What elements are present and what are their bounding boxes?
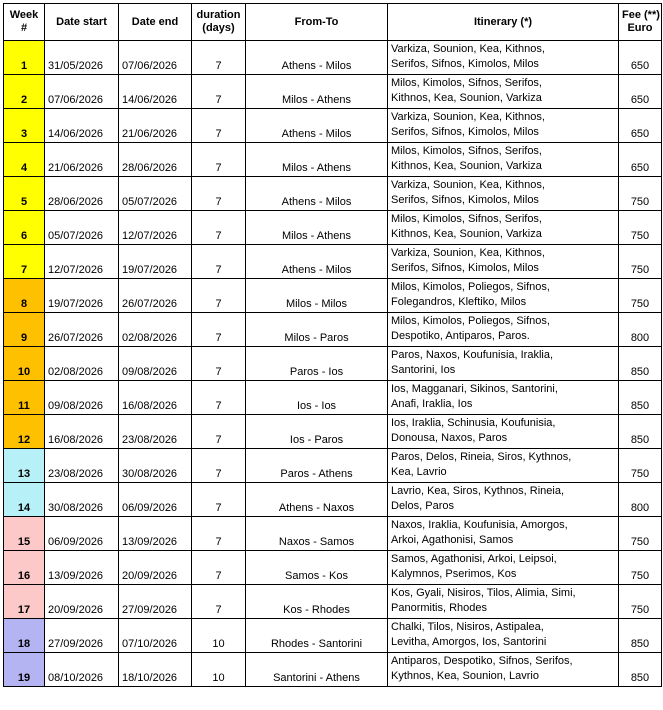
itinerary-cell — [388, 75, 619, 109]
table-row — [4, 483, 662, 517]
fee-cell: 750 — [619, 585, 662, 619]
week-number-cell: 12 — [4, 415, 45, 449]
itinerary-line: Ios, Magganari, Sikinos, Santorini, — [391, 383, 558, 395]
duration-cell: 7 — [192, 279, 246, 313]
from-to-cell: Athens - Milos — [246, 177, 388, 211]
date-start-cell: 08/10/2026 — [45, 653, 119, 687]
itinerary-line: Milos, Kimolos, Poliegos, Sifnos, — [391, 281, 550, 293]
table-row — [4, 143, 662, 177]
date-end-cell: 07/10/2026 — [119, 619, 192, 653]
duration-cell: 7 — [192, 313, 246, 347]
from-to-cell: Ios - Paros — [246, 415, 388, 449]
date-end-cell: 27/09/2026 — [119, 585, 192, 619]
itinerary-line: Antiparos, Despotiko, Sifnos, Serifos, — [391, 655, 573, 667]
date-end-cell: 19/07/2026 — [119, 245, 192, 279]
fee-cell: 750 — [619, 449, 662, 483]
from-to-cell: Athens - Milos — [246, 245, 388, 279]
from-to-cell: Ios - Ios — [246, 381, 388, 415]
itinerary-line: Folegandros, Kleftiko, Milos — [391, 296, 527, 308]
from-to-cell: Paros - Athens — [246, 449, 388, 483]
itinerary-cell — [388, 245, 619, 279]
duration-cell: 7 — [192, 551, 246, 585]
itinerary-line: Milos, Kimolos, Sifnos, Serifos, — [391, 213, 542, 225]
week-number-cell: 4 — [4, 143, 45, 177]
date-start-cell: 30/08/2026 — [45, 483, 119, 517]
date-end-cell: 13/09/2026 — [119, 517, 192, 551]
table-row — [4, 109, 662, 143]
fee-cell: 850 — [619, 347, 662, 381]
itinerary-cell — [388, 483, 619, 517]
itinerary-line: Serifos, Sifnos, Kimolos, Milos — [391, 194, 539, 206]
itinerary-line: Delos, Paros — [391, 500, 454, 512]
week-number-cell: 17 — [4, 585, 45, 619]
date-end-cell: 05/07/2026 — [119, 177, 192, 211]
week-number-cell: 2 — [4, 75, 45, 109]
itinerary-line: Varkiza, Sounion, Kea, Kithnos, — [391, 247, 545, 259]
date-end-cell: 06/09/2026 — [119, 483, 192, 517]
itinerary-line: Santorini, Ios — [391, 364, 456, 376]
date-end-cell: 12/07/2026 — [119, 211, 192, 245]
table-row — [4, 41, 662, 75]
date-end-cell: 30/08/2026 — [119, 449, 192, 483]
itinerary-line: Varkiza, Sounion, Kea, Kithnos, — [391, 43, 545, 55]
date-start-cell: 23/08/2026 — [45, 449, 119, 483]
itinerary-line: Serifos, Sifnos, Kimolos, Milos — [391, 126, 539, 138]
itinerary-line: Paros, Naxos, Koufunisia, Iraklia, — [391, 349, 554, 361]
table-row — [4, 517, 662, 551]
itinerary-line: Arkoi, Agathonisi, Samos — [391, 534, 514, 546]
itinerary-line: Chalki, Tilos, Nisiros, Astipalea, — [391, 621, 544, 633]
duration-cell: 7 — [192, 585, 246, 619]
date-start-cell: 14/06/2026 — [45, 109, 119, 143]
date-start-cell: 02/08/2026 — [45, 347, 119, 381]
from-to-cell: Milos - Athens — [246, 143, 388, 177]
header-date-end: Date end — [119, 4, 192, 41]
itinerary-line: Lavrio, Kea, Siros, Kythnos, Rineia, — [391, 485, 565, 497]
fee-cell: 650 — [619, 41, 662, 75]
header-itinerary: Itinerary (*) — [388, 4, 619, 41]
header-row — [4, 4, 662, 41]
header-duration — [192, 4, 246, 41]
week-number-cell: 7 — [4, 245, 45, 279]
date-end-cell: 28/06/2026 — [119, 143, 192, 177]
header-fee — [619, 4, 662, 41]
itinerary-line: Kea, Lavrio — [391, 466, 447, 478]
date-end-cell: 23/08/2026 — [119, 415, 192, 449]
itinerary-line: Milos, Kimolos, Sifnos, Serifos, — [391, 77, 542, 89]
duration-cell: 7 — [192, 449, 246, 483]
itinerary-cell — [388, 279, 619, 313]
table-row — [4, 313, 662, 347]
table-row — [4, 211, 662, 245]
from-to-cell: Rhodes - Santorini — [246, 619, 388, 653]
date-start-cell: 13/09/2026 — [45, 551, 119, 585]
itinerary-cell — [388, 313, 619, 347]
table-row — [4, 75, 662, 109]
duration-cell: 7 — [192, 381, 246, 415]
itinerary-line: Anafi, Iraklia, Ios — [391, 398, 473, 410]
table-row — [4, 347, 662, 381]
itinerary-line: Kos, Gyali, Nisiros, Tilos, Alimia, Simi, — [391, 587, 576, 599]
duration-cell: 7 — [192, 211, 246, 245]
duration-cell: 7 — [192, 415, 246, 449]
fee-cell: 650 — [619, 75, 662, 109]
date-start-cell: 09/08/2026 — [45, 381, 119, 415]
week-number-cell: 1 — [4, 41, 45, 75]
itinerary-cell — [388, 415, 619, 449]
itinerary-cell — [388, 585, 619, 619]
fee-cell: 850 — [619, 381, 662, 415]
header-duration-line1: duration — [196, 9, 241, 21]
date-start-cell: 12/07/2026 — [45, 245, 119, 279]
schedule-table — [3, 3, 662, 687]
from-to-cell: Santorini - Athens — [246, 653, 388, 687]
date-end-cell: 18/10/2026 — [119, 653, 192, 687]
from-to-cell: Milos - Paros — [246, 313, 388, 347]
itinerary-line: Kithnos, Kea, Sounion, Varkiza — [391, 92, 542, 104]
date-start-cell: 16/08/2026 — [45, 415, 119, 449]
fee-cell: 750 — [619, 551, 662, 585]
duration-cell: 10 — [192, 653, 246, 687]
itinerary-cell — [388, 551, 619, 585]
from-to-cell: Athens - Naxos — [246, 483, 388, 517]
table-row — [4, 381, 662, 415]
from-to-cell: Athens - Milos — [246, 41, 388, 75]
table-row — [4, 653, 662, 687]
itinerary-line: Kithnos, Kea, Sounion, Varkiza — [391, 160, 542, 172]
week-number-cell: 19 — [4, 653, 45, 687]
week-number-cell: 9 — [4, 313, 45, 347]
table-row — [4, 619, 662, 653]
itinerary-line: Naxos, Iraklia, Koufunisia, Amorgos, — [391, 519, 568, 531]
header-week — [4, 4, 45, 41]
fee-cell: 750 — [619, 211, 662, 245]
itinerary-line: Varkiza, Sounion, Kea, Kithnos, — [391, 179, 545, 191]
duration-cell: 7 — [192, 75, 246, 109]
fee-cell: 800 — [619, 313, 662, 347]
fee-cell: 850 — [619, 415, 662, 449]
table-row — [4, 551, 662, 585]
itinerary-cell — [388, 177, 619, 211]
fee-cell: 800 — [619, 483, 662, 517]
date-start-cell: 20/09/2026 — [45, 585, 119, 619]
from-to-cell: Milos - Athens — [246, 211, 388, 245]
table-row — [4, 245, 662, 279]
header-fee-line2: Euro — [627, 22, 653, 34]
itinerary-line: Kithnos, Kea, Sounion, Varkiza — [391, 228, 542, 240]
date-start-cell: 05/07/2026 — [45, 211, 119, 245]
date-start-cell: 07/06/2026 — [45, 75, 119, 109]
table-row — [4, 585, 662, 619]
date-start-cell: 21/06/2026 — [45, 143, 119, 177]
table-row — [4, 177, 662, 211]
header-week-line1: Week — [9, 9, 39, 21]
week-number-cell: 8 — [4, 279, 45, 313]
fee-cell: 650 — [619, 143, 662, 177]
fee-cell: 750 — [619, 245, 662, 279]
schedule-body — [4, 41, 662, 687]
date-start-cell: 28/06/2026 — [45, 177, 119, 211]
week-number-cell: 14 — [4, 483, 45, 517]
date-start-cell: 27/09/2026 — [45, 619, 119, 653]
week-number-cell: 13 — [4, 449, 45, 483]
duration-cell: 7 — [192, 143, 246, 177]
date-start-cell: 31/05/2026 — [45, 41, 119, 75]
week-number-cell: 10 — [4, 347, 45, 381]
itinerary-cell — [388, 381, 619, 415]
itinerary-cell — [388, 41, 619, 75]
header-date-start: Date start — [45, 4, 119, 41]
date-end-cell: 21/06/2026 — [119, 109, 192, 143]
duration-cell: 7 — [192, 347, 246, 381]
fee-cell: 750 — [619, 517, 662, 551]
fee-cell: 650 — [619, 109, 662, 143]
date-end-cell: 09/08/2026 — [119, 347, 192, 381]
itinerary-line: Serifos, Sifnos, Kimolos, Milos — [391, 262, 539, 274]
date-start-cell: 26/07/2026 — [45, 313, 119, 347]
itinerary-cell — [388, 143, 619, 177]
header-week-line2: # — [20, 22, 28, 34]
duration-cell: 7 — [192, 41, 246, 75]
table-row — [4, 449, 662, 483]
itinerary-cell — [388, 653, 619, 687]
header-fee-line1: Fee (**) — [622, 9, 660, 21]
date-end-cell: 02/08/2026 — [119, 313, 192, 347]
itinerary-line: Ios, Iraklia, Schinusia, Koufunisia, — [391, 417, 556, 429]
duration-cell: 7 — [192, 177, 246, 211]
date-end-cell: 26/07/2026 — [119, 279, 192, 313]
duration-cell: 7 — [192, 245, 246, 279]
week-number-cell: 6 — [4, 211, 45, 245]
from-to-cell: Paros - Ios — [246, 347, 388, 381]
from-to-cell: Athens - Milos — [246, 109, 388, 143]
from-to-cell: Kos - Rhodes — [246, 585, 388, 619]
week-number-cell: 11 — [4, 381, 45, 415]
fee-cell: 750 — [619, 279, 662, 313]
date-start-cell: 19/07/2026 — [45, 279, 119, 313]
itinerary-line: Milos, Kimolos, Poliegos, Sifnos, — [391, 315, 550, 327]
week-number-cell: 16 — [4, 551, 45, 585]
from-to-cell: Samos - Kos — [246, 551, 388, 585]
itinerary-cell — [388, 211, 619, 245]
from-to-cell: Milos - Athens — [246, 75, 388, 109]
table-row — [4, 279, 662, 313]
week-number-cell: 15 — [4, 517, 45, 551]
itinerary-line: Paros, Delos, Rineia, Siros, Kythnos, — [391, 451, 572, 463]
fee-cell: 850 — [619, 653, 662, 687]
itinerary-line: Samos, Agathonisi, Arkoi, Leipsoi, — [391, 553, 557, 565]
itinerary-line: Despotiko, Antiparos, Paros. — [391, 330, 530, 342]
schedule-container — [3, 3, 662, 687]
itinerary-line: Panormitis, Rhodes — [391, 602, 487, 614]
duration-cell: 7 — [192, 109, 246, 143]
from-to-cell: Naxos - Samos — [246, 517, 388, 551]
week-number-cell: 5 — [4, 177, 45, 211]
table-row — [4, 415, 662, 449]
itinerary-cell — [388, 109, 619, 143]
fee-cell: 750 — [619, 177, 662, 211]
itinerary-cell — [388, 347, 619, 381]
duration-cell: 7 — [192, 483, 246, 517]
itinerary-line: Milos, Kimolos, Sifnos, Serifos, — [391, 145, 542, 157]
date-end-cell: 20/09/2026 — [119, 551, 192, 585]
header-from-to: From-To — [246, 4, 388, 41]
duration-cell: 7 — [192, 517, 246, 551]
itinerary-cell — [388, 619, 619, 653]
itinerary-cell — [388, 449, 619, 483]
header-duration-line2: (days) — [202, 22, 235, 34]
fee-cell: 850 — [619, 619, 662, 653]
from-to-cell: Milos - Milos — [246, 279, 388, 313]
itinerary-cell — [388, 517, 619, 551]
itinerary-line: Kythnos, Kea, Sounion, Lavrio — [391, 670, 539, 682]
week-number-cell: 3 — [4, 109, 45, 143]
itinerary-line: Kalymnos, Pserimos, Kos — [391, 568, 517, 580]
date-end-cell: 16/08/2026 — [119, 381, 192, 415]
date-end-cell: 07/06/2026 — [119, 41, 192, 75]
date-start-cell: 06/09/2026 — [45, 517, 119, 551]
itinerary-line: Serifos, Sifnos, Kimolos, Milos — [391, 58, 539, 70]
itinerary-line: Levitha, Amorgos, Ios, Santorini — [391, 636, 547, 648]
itinerary-line: Varkiza, Sounion, Kea, Kithnos, — [391, 111, 545, 123]
week-number-cell: 18 — [4, 619, 45, 653]
date-end-cell: 14/06/2026 — [119, 75, 192, 109]
duration-cell: 10 — [192, 619, 246, 653]
itinerary-line: Donousa, Naxos, Paros — [391, 432, 508, 444]
